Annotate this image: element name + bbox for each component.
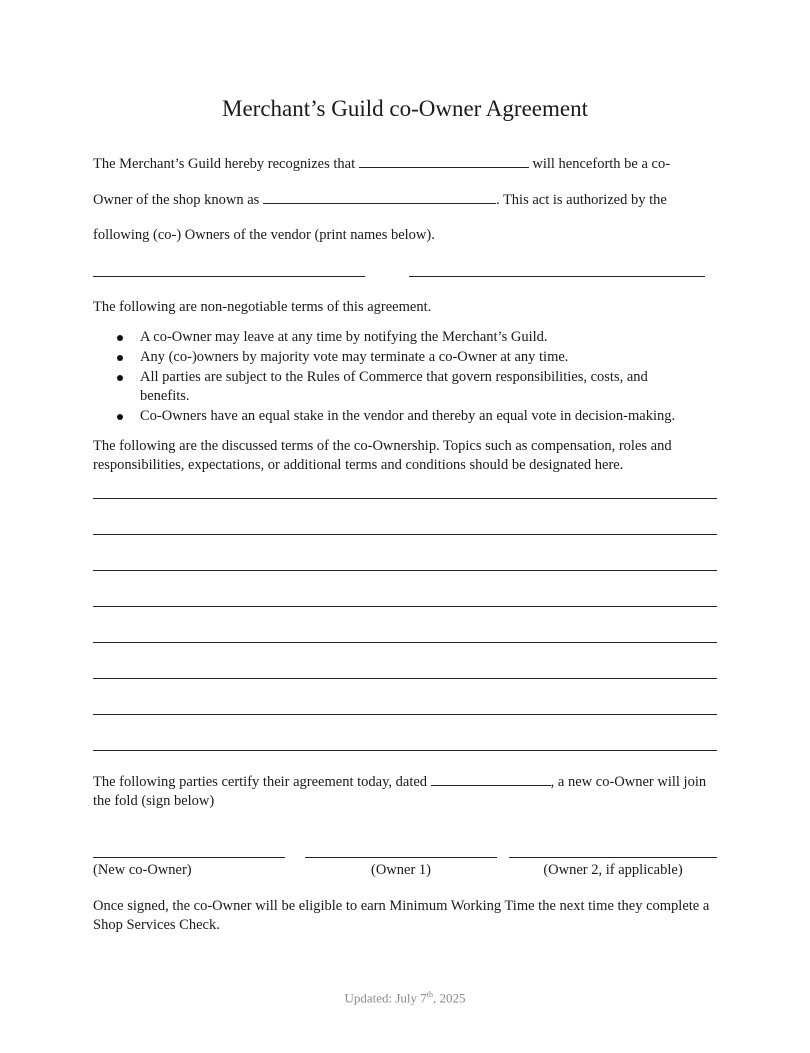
owner1-signature-line[interactable]	[305, 857, 497, 858]
owner2-label: (Owner 2, if applicable)	[543, 862, 683, 878]
bullet-icon	[117, 335, 123, 341]
discussed-terms-line[interactable]	[93, 714, 717, 715]
updated-footer: Updated: July 7th, 2025	[344, 990, 466, 1006]
discussed-terms-line[interactable]	[93, 678, 717, 679]
discussed-terms-line[interactable]	[93, 570, 717, 571]
intro-text: will henceforth be a co-	[528, 156, 671, 172]
list-item: All parties are subject to the Rules of Commerce that govern responsibilities, costs, and benefits.	[110, 368, 700, 406]
discussed-terms-line[interactable]	[93, 534, 717, 535]
page-title: Merchant’s Guild co-Owner Agreement	[222, 96, 588, 121]
intro-text: The Merchant’s Guild hereby recognizes that	[93, 156, 359, 172]
discussed-terms-line[interactable]	[93, 606, 717, 607]
bullet-icon	[117, 414, 123, 420]
intro-line-3: following (co-) Owners of the vendor (print names below).	[93, 227, 435, 243]
intro-text: . This act is authorized by the	[495, 192, 667, 208]
new-owner-label: (New co-Owner)	[93, 862, 192, 878]
intro-line-1	[93, 153, 670, 174]
discussed-terms-line[interactable]	[93, 642, 717, 643]
discussed-terms-intro: The following are the discussed terms of the co-Ownership. Topics such as compensation, roles and responsibilities, expectations, or additional terms and conditions should be designated here.	[93, 438, 672, 473]
date-blank[interactable]	[431, 771, 551, 786]
owner2-signature-line[interactable]	[509, 857, 717, 858]
list-item: A co-Owner may leave at any time by notifying the Merchant’s Guild.	[110, 328, 730, 347]
terms-list	[110, 328, 730, 427]
new-owner-signature-line[interactable]	[93, 857, 285, 858]
list-item: Co-Owners have an equal stake in the vendor and thereby an equal vote in decision-making.	[110, 407, 730, 426]
nonnegotiable-heading: The following are non-negotiable terms of this agreement.	[93, 299, 432, 315]
list-item: Any (co-)owners by majority vote may terminate a co-Owner at any time.	[110, 348, 730, 367]
owner1-label: (Owner 1)	[371, 862, 431, 878]
owner-print-name-line[interactable]	[93, 276, 365, 277]
owner-print-name-line[interactable]	[409, 276, 705, 277]
bullet-icon	[117, 355, 123, 361]
certify-text: The following parties certify their agreement today, dated , a new co-Owner will join the fold (sign below)	[93, 771, 718, 811]
co-owner-name-blank[interactable]	[359, 153, 529, 168]
intro-line-2	[93, 189, 667, 210]
shop-name-blank[interactable]	[263, 189, 496, 204]
closing-text: Once signed, the co-Owner will be eligible to earn Minimum Working Time the next time they complete a Shop Services Check.	[93, 898, 710, 933]
bullet-icon	[117, 375, 123, 381]
discussed-terms-line[interactable]	[93, 750, 717, 751]
intro-text: Owner of the shop known as	[93, 192, 263, 208]
discussed-terms-line[interactable]	[93, 498, 717, 499]
